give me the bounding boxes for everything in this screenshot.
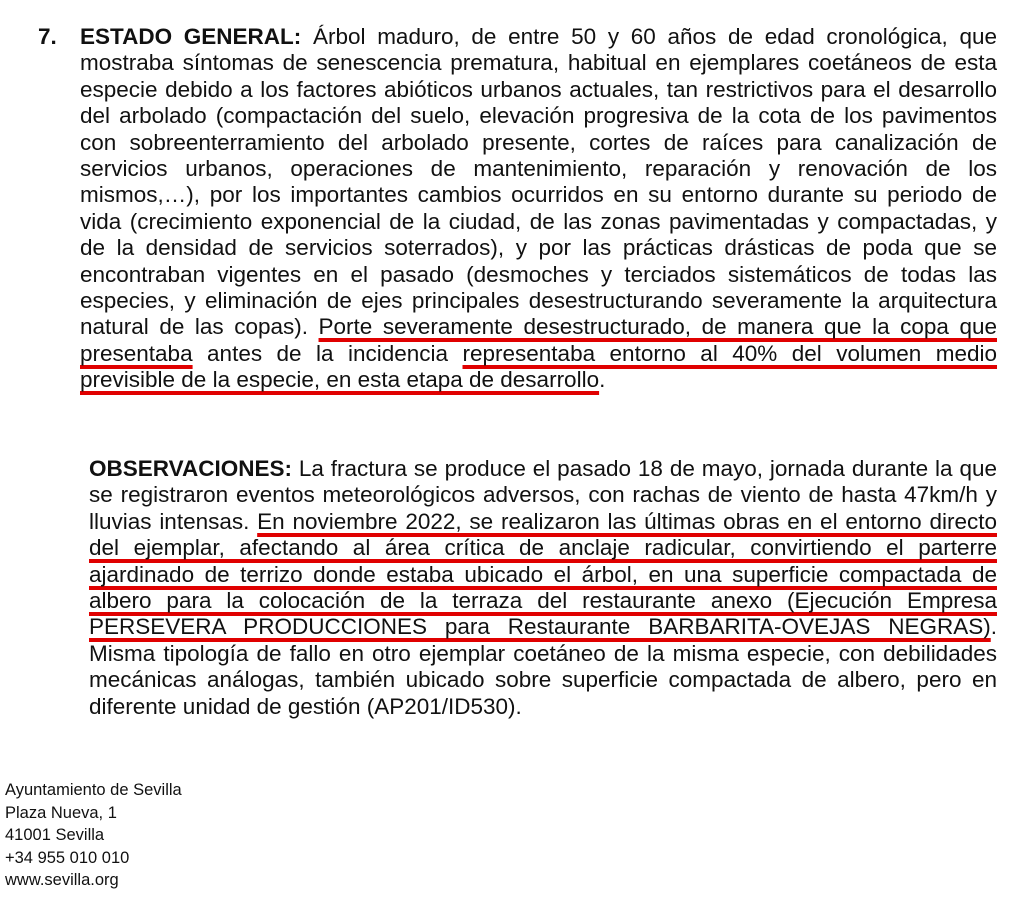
estado-general-text: Árbol maduro, de entre 50 y 60 años de edad cronológica, que mostraba síntomas de senescencia prematura, habitual en ejemplares coetáneos de esta especie debido a los factores abióticos urbanos actuales, tan restrictivos para el desarrollo del arbolado (compactación del suelo, elevación progresiva de la cota de los pavimentos con sobreenterramiento del arbolado presente, cortes de raíces para canalización de servicios urbanos, operaciones de mantenimiento, reparación y renovación de los mismos,…), por los importantes cambios ocurridos en su entorno durante su periodo de vida (crecimiento exponencial de la ciudad, de las zonas pavimentadas y compactadas, y de la densidad de servicios soterrados), y por las prácticas drásticas de poda que se encontraban vigentes en el pasado (desmoches y terciados sistemáticos de todas las especies, y eliminación de ejes principales desestructurando severamente la arquitectura natural de las copas). — [80, 24, 997, 340]
observaciones-end: . Misma tipología de fallo en otro ejemplar coetáneo de la misma especie, con debilidades mecánicas análogas, también ubicado sobre superficie compactada de albero, pero en diferente unidad de gestión (AP201/ID530). — [89, 614, 997, 719]
footer-address-block — [5, 779, 182, 892]
footer-org: Ayuntamiento de Sevilla — [5, 781, 182, 799]
estado-general-paragraph — [80, 24, 997, 394]
footer-street: Plaza Nueva, 1 — [5, 803, 117, 822]
section-number: 7. — [38, 24, 57, 49]
estado-general-highlight-1: Porte severamente desestructurado, de manera que la copa que presentaba — [80, 314, 997, 366]
observaciones-paragraph — [89, 456, 997, 720]
footer-city: 41001 Sevilla — [5, 826, 105, 844]
estado-general-end: . — [599, 367, 606, 393]
footer-website: www.sevilla.org — [5, 871, 119, 889]
observaciones-highlight: En noviembre 2022, se realizaron las últimas obras en el entorno directo del ejemplar, afectando al área crítica de anclaje radicular, convirtiendo el parterre ajardinado de terrizo donde estaba ubicado el árbol, en una superficie compactada de albero para la colocación de la terraza del restaurante anexo (Ejecución Empresa PERSEVERA PRODUCCIONES para Restaurante BARBARITA-OVEJAS NEGRAS) — [89, 508, 997, 640]
estado-general-mid-text: antes de la incidencia — [192, 340, 463, 366]
estado-general-label: ESTADO GENERAL: — [80, 24, 302, 49]
estado-general-highlight-2: representaba entorno al 40% del volumen medio previsible de la especie, en esta etapa de desarrollo — [80, 340, 998, 393]
footer-phone: +34 955 010 010 — [5, 848, 130, 867]
observaciones-text: La fractura se produce el pasado 18 de mayo, jornada durante la que se registraron eventos meteorológicos adversos, con rachas de viento de hasta 47km/h y lluvias intensas. — [89, 456, 997, 534]
observaciones-label: OBSERVACIONES: — [89, 456, 292, 481]
